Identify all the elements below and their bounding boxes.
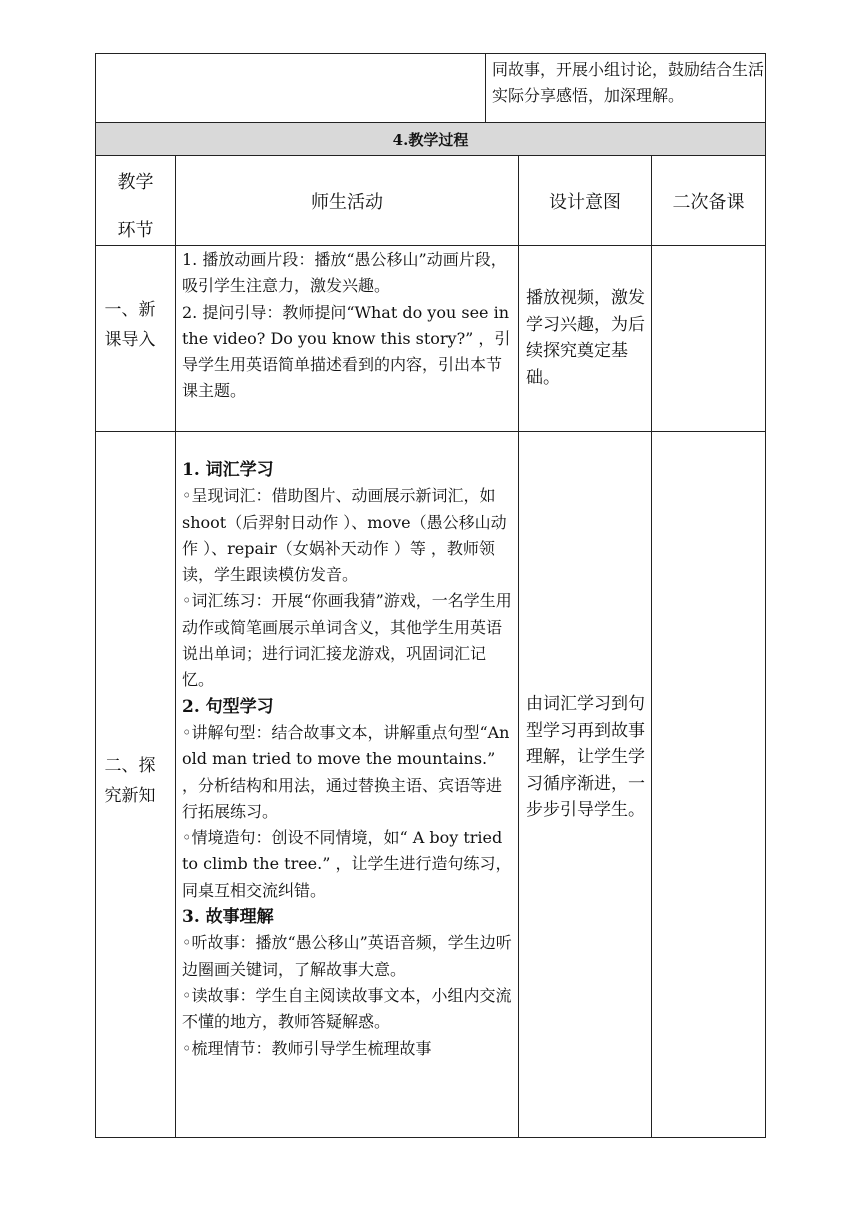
activity-intro xyxy=(182,247,512,405)
activity-heading-sentence: 2. 句型学习 xyxy=(182,696,274,717)
activity-item: ◦梳理情节：教师引导学生梳理故事 xyxy=(182,1038,432,1058)
row-divider xyxy=(96,245,765,246)
activity-item: ◦读故事：学生自主阅读故事文本，小组内交流不懂的地方，教师答疑解惑。 xyxy=(182,985,512,1032)
column-divider xyxy=(485,54,486,122)
activity-intro-line: 2. 提问引导：教师提问“What do you see in the video? Do you know this story?” ，引导学生用英语简单描述看到的内容，引出本节课主题。 xyxy=(182,302,511,401)
design-intent-intro: 播放视频，激发学习兴趣，为后续探究奠定基础。 xyxy=(526,288,645,388)
continuation-cell-text: 同故事，开展小组讨论，鼓励结合生活实际分享感悟，加深理解。 xyxy=(492,60,765,105)
header-design: 设计意图 xyxy=(549,192,621,213)
stage-explore-text: 二、探究新知 xyxy=(104,756,156,806)
activity-item: ◦听故事：播放“愚公移山”英语音频，学生边听边圈画关键词，了解故事大意。 xyxy=(182,933,512,979)
stage-label-intro xyxy=(96,295,175,355)
row-divider xyxy=(96,431,765,432)
header-second-prep: 二次备课 xyxy=(672,192,745,213)
header-stage xyxy=(96,157,175,245)
stage-intro-text: 一、新课导入 xyxy=(104,300,156,350)
column-divider xyxy=(651,156,652,1137)
activity-item: ◦呈现词汇：借助图片、动画展示新词汇，如 shoot（后羿射日动作 ）、move（愚公移山动作 ）、repair（女娲补天动作 ）等 ，教师领读，学生跟读模仿发音。 xyxy=(182,486,507,585)
stage-label-explore xyxy=(96,751,175,811)
continuation-table xyxy=(95,53,766,123)
activity-intro-line: 1. 播放动画片段：播放“愚公移山”动画片段，吸引学生注意力，激发兴趣。 xyxy=(182,250,507,296)
activity-item: ◦情境造句：创设不同情境，如“ A boy tried to climb the tree.” ，让学生进行造句练习，同桌互相交流纠错。 xyxy=(182,828,512,900)
header-activity: 师生活动 xyxy=(311,192,383,213)
column-divider xyxy=(175,156,176,1137)
teaching-process-table xyxy=(95,122,766,1138)
activity-explore xyxy=(182,457,512,1062)
header-stage-label: 教学环节 xyxy=(117,172,154,241)
activity-item: ◦词汇练习：开展“你画我猜”游戏，一名学生用动作或简笔画展示单词含义，其他学生用英语说出单词；进行词汇接龙游戏，巩固词汇记忆。 xyxy=(182,591,512,690)
activity-heading-story: 3. 故事理解 xyxy=(182,907,274,928)
column-divider xyxy=(518,156,519,1137)
activity-heading-vocabulary: 1. 词汇学习 xyxy=(182,460,274,480)
activity-item: ◦讲解句型：结合故事文本，讲解重点句型“An old man tried to move the mountains.” ，分析结构和用法，通过替换主语、宾语等进行拓展练习。 xyxy=(182,722,510,821)
section-title: 4.教学过程 xyxy=(96,123,765,156)
design-intent-explore: 由词汇学习到句型学习再到故事理解，让学生学习循序渐进，一步步引导学生。 xyxy=(526,694,645,820)
